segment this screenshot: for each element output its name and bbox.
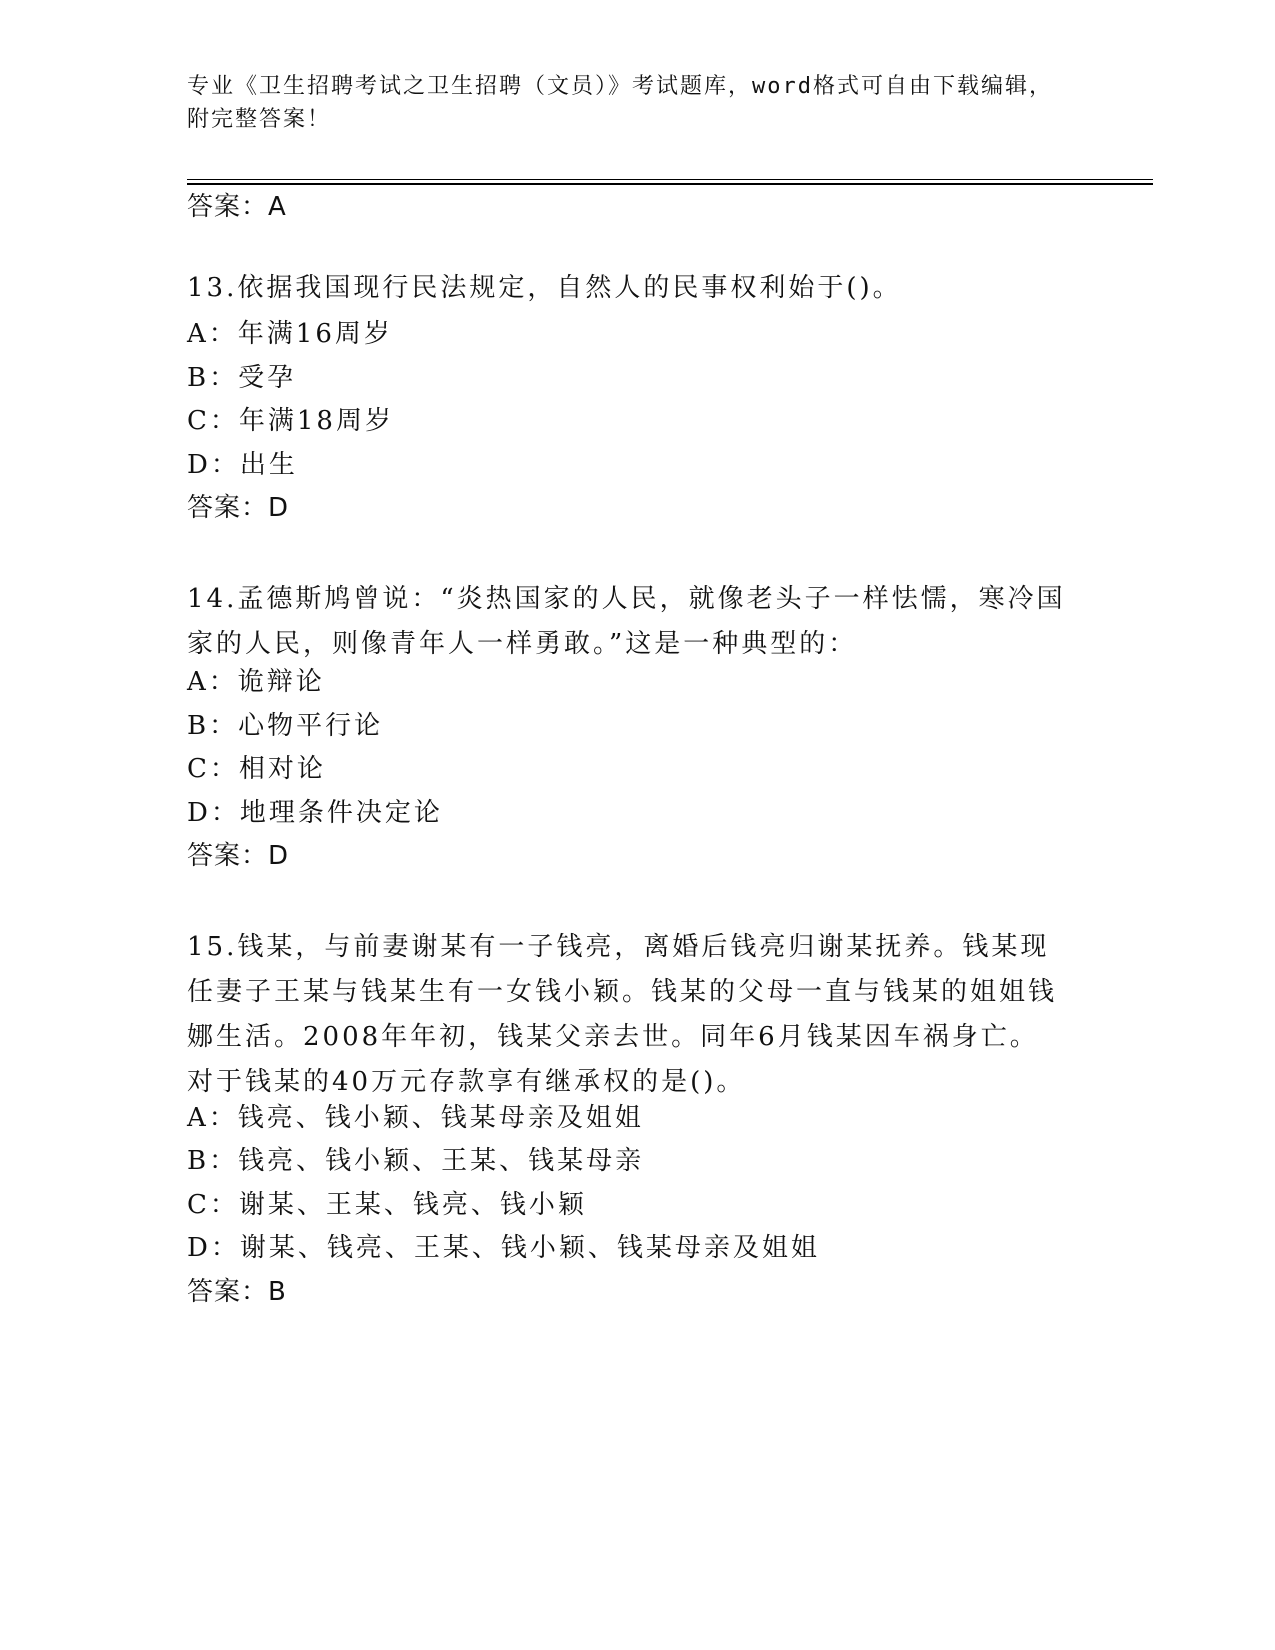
question-13-option-c: C：年满18周岁: [187, 406, 394, 436]
question-15-option-a: A：钱亮、钱小颖、钱某母亲及姐姐: [187, 1103, 644, 1133]
question-15-option-d: D：谢某、钱亮、王某、钱小颖、钱某母亲及姐姐: [187, 1233, 820, 1263]
answer-13: 答案：D: [187, 493, 290, 523]
question-14-option-d: D：地理条件决定论: [187, 798, 443, 828]
question-15-option-b: B：钱亮、钱小颖、王某、钱某母亲: [187, 1146, 645, 1176]
document-header: 专业《卫生招聘考试之卫生招聘（文员）》考试题库，word格式可自由下载编辑，附完整答案！: [187, 74, 1053, 132]
question-14-option-c: C：相对论: [187, 754, 326, 784]
question-13-option-a: A：年满16周岁: [187, 319, 393, 349]
question-14-option-b: B：心物平行论: [187, 711, 384, 741]
question-13-option-d: D：出生: [187, 450, 298, 480]
question-15-text: 15.钱某，与前妻谢某有一子钱亮，离婚后钱亮归谢某抚养。钱某现任妻子王某与钱某生有一女钱小颖。钱某的父母一直与钱某的姐姐钱娜生活。2008年年初，钱某父亲去世。同年6月钱某因车祸身亡。对于钱某的40万元存款享有继承权的是()。: [187, 932, 1058, 1097]
question-14-option-a: A：诡辩论: [187, 667, 325, 697]
answer-15: 答案：B: [187, 1277, 287, 1307]
header-divider-thin: [187, 179, 1153, 180]
header-divider-thick: [187, 183, 1153, 185]
question-13-option-b: B：受孕: [187, 363, 297, 393]
answer-12: 答案：A: [187, 192, 287, 222]
question-14-text: 14.孟德斯鸠曾说：“炎热国家的人民，就像老头子一样怯懦，寒冷国家的人民，则像青年人一样勇敢。”这是一种典型的：: [187, 584, 1066, 659]
question-13-text: 13.依据我国现行民法规定，自然人的民事权利始于()。: [187, 273, 902, 303]
answer-14: 答案：D: [187, 841, 290, 871]
question-15-option-c: C：谢某、王某、钱亮、钱小颖: [187, 1190, 587, 1220]
